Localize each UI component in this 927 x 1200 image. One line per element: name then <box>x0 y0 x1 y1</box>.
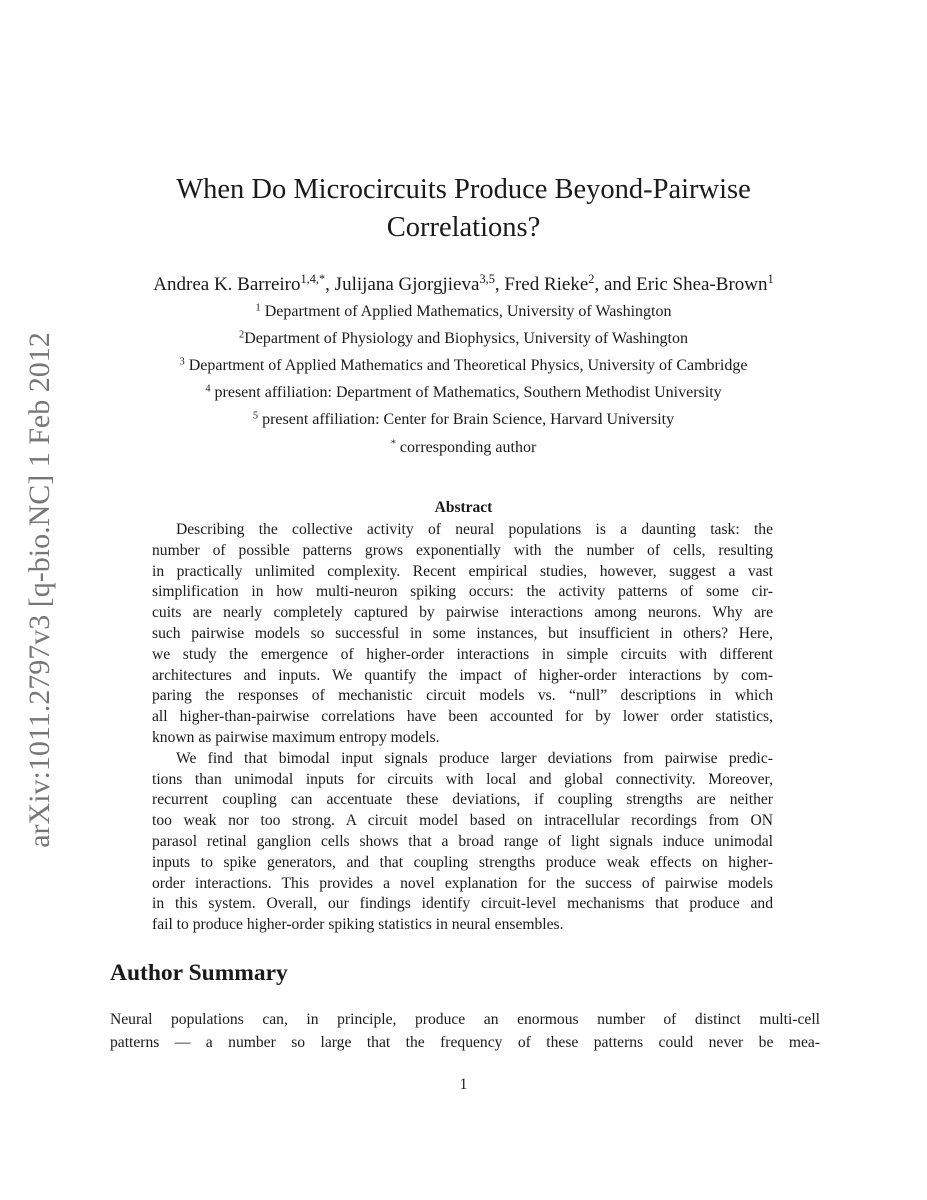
affiliation-line <box>0 439 927 457</box>
abstract-line: such pairwise models so successful in some instances, but insufficient in others? Here, <box>152 625 773 642</box>
affiliation-marker: 1 <box>255 302 261 314</box>
abstract-line: paring the responses of mechanistic circuit models vs. “null” descriptions in which <box>152 687 773 705</box>
author-affiliation-marker: 1,4,* <box>300 272 326 287</box>
abstract-line: too weak nor too strong. A circuit model based on intracellular recordings from ON <box>152 812 773 830</box>
abstract-line: inputs to spike generators, and that coupling strengths produce weak effects on higher- <box>152 853 773 871</box>
abstract-line: simplification in how multi-neuron spiking occurs: the activity patterns of some cir- <box>152 583 773 601</box>
title-line-2: Correlations? <box>386 212 541 243</box>
author-separator: , <box>325 274 335 295</box>
author-affiliation-marker: 1 <box>767 272 774 287</box>
affiliation-text: Department of Applied Mathematics, University of Washington <box>260 303 672 320</box>
abstract-line: tions than unimodal inputs for circuits with local and global connectivity. Moreover, <box>152 770 773 788</box>
author-list <box>0 274 927 296</box>
title-line-1: When Do Microcircuits Produce Beyond-Pairwise <box>176 174 751 205</box>
affiliation-marker: 5 <box>252 410 259 422</box>
affiliation-line <box>0 411 927 429</box>
author-affiliation-marker: 3,5 <box>479 272 495 287</box>
author-separator: , <box>494 274 505 295</box>
affiliation-line <box>0 384 927 402</box>
affiliation-text: present affiliation: Department of Mathematics, Southern Methodist University <box>210 384 722 401</box>
abstract-heading: Abstract <box>434 499 493 516</box>
affiliation-marker: 2 <box>239 329 245 341</box>
affiliation-marker: 4 <box>205 383 211 395</box>
affiliation-text: Department of Physiology and Biophysics, University of Washington <box>244 330 688 347</box>
abstract-line: parasol retinal ganglion cells shows that a broad range of light signals induce unimodal <box>152 833 773 850</box>
abstract-line: recurrent coupling can accentuate these deviations, if coupling strengths are neither <box>152 791 773 809</box>
abstract-line: Describing the collective activity of neural populations is a daunting task: the <box>176 521 773 538</box>
abstract-line: We find that bimodal input signals produce larger deviations from pairwise predic- <box>176 749 773 767</box>
author-name: Julijana Gjorgjieva <box>334 274 480 295</box>
abstract-line: known as pairwise maximum entropy models. <box>152 729 440 746</box>
abstract-line: architectures and inputs. We quantify the impact of higher-order interactions by com- <box>152 666 773 684</box>
abstract-line: cuits are nearly completely captured by pairwise interactions among neurons. Why are <box>152 604 773 622</box>
abstract-line: in this system. Overall, our findings identify circuit-level mechanisms that produce and <box>152 895 773 913</box>
abstract-line: all higher-than-pairwise correlations have been accounted for by lower order statistics, <box>152 708 773 726</box>
author-name: Fred Rieke <box>504 274 589 295</box>
author-name: Eric Shea-Brown <box>636 274 768 295</box>
affiliation-text: Department of Applied Mathematics and Theoretical Physics, University of Cambridge <box>184 357 748 374</box>
affiliation-line <box>0 330 927 348</box>
affiliation-text: corresponding author <box>395 439 537 456</box>
abstract-line: number of possible patterns grows exponentially with the number of cells, resulting <box>152 541 773 559</box>
author-summary-heading: Author Summary <box>110 960 288 986</box>
affiliation-marker: 3 <box>179 356 185 368</box>
summary-line: patterns — a number so large that the frequency of these patterns could never be mea- <box>110 1034 820 1051</box>
affiliation-line <box>0 303 927 321</box>
affiliation-text: present affiliation: Center for Brain Science, Harvard University <box>258 411 675 428</box>
abstract-line: in practically unlimited complexity. Recent empirical studies, however, suggest a vast <box>152 562 773 580</box>
affiliation-marker: * <box>390 438 396 450</box>
abstract-line: order interactions. This provides a novel explanation for the success of pairwise models <box>152 874 773 892</box>
abstract-line: fail to produce higher-order spiking statistics in neural ensembles. <box>152 916 564 934</box>
author-separator: , and <box>594 274 637 295</box>
summary-line: Neural populations can, in principle, produce an enormous number of distinct multi-cell <box>110 1011 820 1028</box>
author-affiliation-marker: 2 <box>588 272 595 287</box>
affiliation-line <box>0 357 927 375</box>
page-number: 1 <box>459 1076 468 1093</box>
author-name: Andrea K. Barreiro <box>153 274 301 295</box>
arxiv-stamp: arXiv:1011.2797v3 [q-bio.NC] 1 Feb 2012 <box>23 332 56 848</box>
abstract-line: we study the emergence of higher-order interactions in simple circuits with different <box>152 645 773 663</box>
